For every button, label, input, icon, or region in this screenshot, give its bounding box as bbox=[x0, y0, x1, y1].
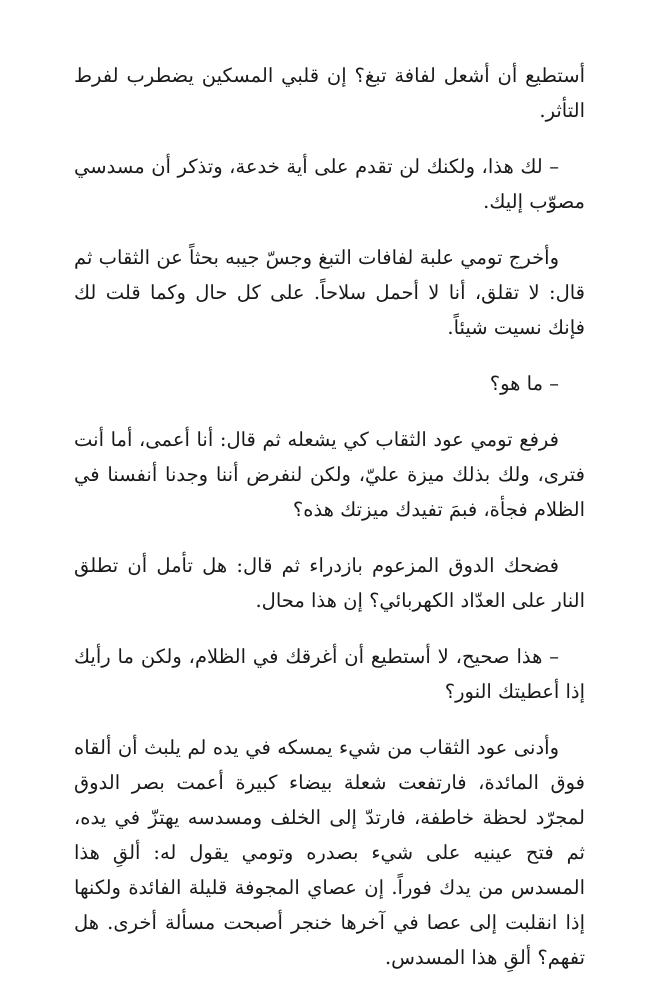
paragraph: – لك هذا، ولكنك لن تقدم على أية خدعة، وتذكر أن مسدسي مصوّب إليك. bbox=[74, 155, 585, 213]
paragraph: وأدنى عود الثقاب من شيء يمسكه في يده لم يلبث أن ألقاه فوق المائدة، فارتفعت شعلة بيضاء كبيرة أعمت بصر الدوق لمجرّد لحظة خاطفة، فارتدّ إلى الخلف ومسدسه يهتزّ في يده، ثم فتح عينيه على شيء بصدره وتومي يقول له: ألقِ هذا المسدس من يدك فوراً. إن عصاي المجوفة قليلة الفائدة ولكنها إذا انقلبت إلى عصا في آخرها خنجر أصبحت مسألة أخرى. هل تفهم؟ ألقِ هذا المسدس. bbox=[74, 736, 585, 969]
paragraph: فرفع تومي عود الثقاب كي يشعله ثم قال: أنا أعمى، أما أنت فترى، ولك بذلك ميزة عليّ، ولكن لنفرض أننا وجدنا أنفسنا في الظلام فجأة، فبمَ تفيدك ميزتك هذه؟ bbox=[74, 428, 585, 521]
paragraph: وأخرج تومي علبة لفافات التبغ وجسّ جيبه بحثاً عن الثقاب ثم قال: لا تقلق، أنا لا أحمل سلاحاً. على كل حال وكما قلت لك فإنك نسيت شيئاً. bbox=[74, 246, 585, 339]
paragraph: أستطيع أن أشعل لفافة تبغ؟ إن قلبي المسكين يضطرب لفرط التأثر. bbox=[74, 64, 585, 122]
paragraph: فضحك الدوق المزعوم بازدراء ثم قال: هل تأمل أن تطلق النار على العدّاد الكهربائي؟ إن هذا محال. bbox=[74, 554, 585, 612]
paragraph: – ما هو؟ bbox=[489, 372, 559, 395]
book-page bbox=[74, 58, 585, 996]
paragraph: – هذا صحيح، لا أستطيع أن أغرقك في الظلام، ولكن ما رأيك إذا أعطيتك النور؟ bbox=[74, 645, 585, 703]
